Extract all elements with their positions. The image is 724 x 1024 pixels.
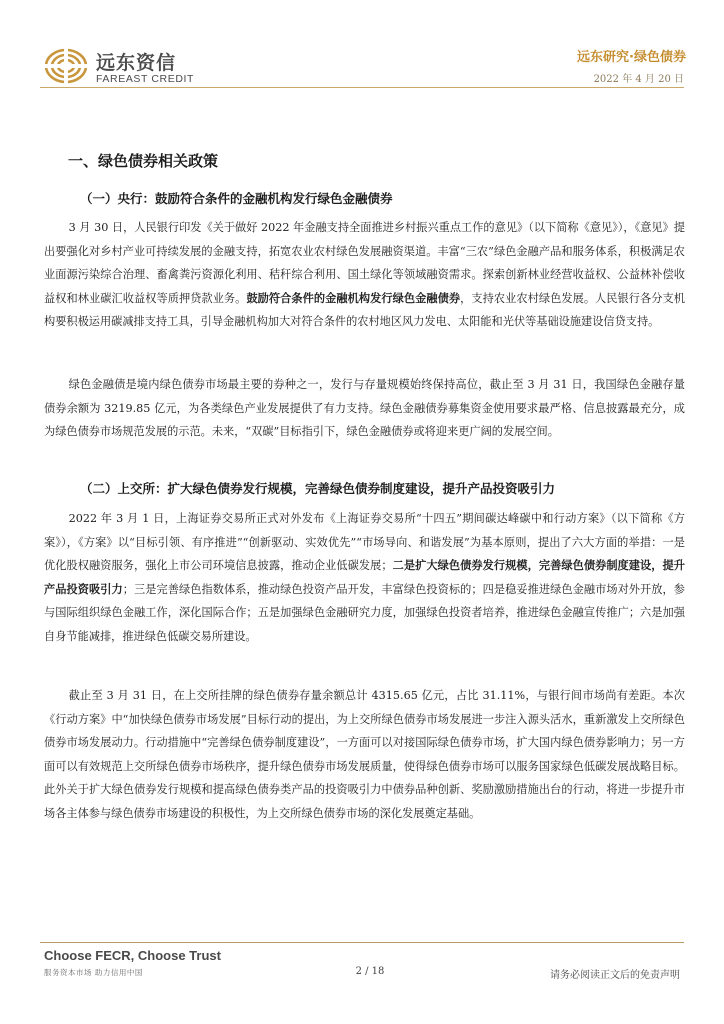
highlight-text: 鼓励符合条件的金融机构发行绿色金融债券 (246, 291, 461, 305)
page-number: 2 / 18 (355, 966, 385, 977)
section-title: 一、绿色债券相关政策 (68, 152, 219, 170)
report-date: 2022 年 4 月 20 日 (593, 74, 684, 85)
logo-english-name: FAREAST CREDIT (96, 73, 195, 85)
highlight-text: 二是扩大绿色债券发行规模，完善绿色债券制度建设，提升产品投资吸引力 (44, 559, 685, 596)
header-divider (40, 87, 684, 88)
paragraph-sse-plan: 2022 年 3 月 1 日，上海证券交易所正式对外发布《上海证券交易所“十四五”期间碳达峰碳中和行动方案》（以下简称《方案》），《方案》以“目标引领、有序推进”“创新驱动、实效优先”“市场导向、和谐发展”为基本原则，提出了六大方面的举措：一是优化股权融资服务，强化上市公司环境信息披露，推动企业低碳发展；二是扩大绿色债券发行规模，完善绿色债券制度建设，提升产品投资吸引力；三是完善绿色指数体系，推动绿色投资产品开发，丰富绿色投资标的；四是稳妥推进绿色金融市场对外开放，参与国际组织绿色金融工作，深化国际合作；五是加强绿色金融研究力度，加强绿色投资者培养，推进绿色金融宣传推广；六是加强自身节能减排，推进绿色低碳交易所建设。 (44, 512, 685, 643)
paragraph-sse-market: 截止至 3 月 31 日，在上交所挂牌的绿色债券存量余额总计 4315.65 亿元，占比 31.11%，与银行间市场尚有差距。本次《行动方案》中“加快绿色债券市场发展”目标行动的提出，为上交所绿色债券市场发展进一步注入源头活水，重新激发上交所绿色债券市场发展动力。行动措施中“完善绿色债券制度建设”，一方面可以对接国际绿色债券市场，扩大国内绿色债券影响力；另一方面可以有效规范上交所绿色债券市场秩序，提升绿色债券市场发展质量，使得绿色债券市场可以服务国家绿色低碳发展战略目标。此外关于扩大绿色债券发行规模和提高绿色债券类产品的投资吸引力中债券品种创新、奖励激励措施出台的行动，将进一步提升市场各主体参与绿色债券市场建设的积极性，为上交所绿色债券市场的深化发展奠定基础。 (44, 689, 685, 820)
footer-divider (40, 942, 684, 943)
subsection-title-pboc: （一）央行：鼓励符合条件的金融机构发行绿色金融债券 (80, 191, 393, 206)
footer-tagline: 服务资本市场 助力信用中国 (44, 968, 143, 977)
subsection-title-sse: （二）上交所：扩大绿色债券发行规模，完善绿色债券制度建设，提升产品投资吸引力 (80, 481, 556, 496)
fareast-credit-logo-icon (44, 47, 88, 85)
paragraph-green-financial-bond: 绿色金融债是境内绿色债券市场最主要的券种之一，发行与存量规模始终保持高位，截止至 3 月 31 日，我国绿色金融存量债券余额为 3219.85 亿元，为各类绿色产业发展提供了有力支持。绿色金融债券募集资金使用要求最严格、信息披露最充分，成为绿色债券市场规范发展的示范。未来，“双碳”目标指引下，绿色金融债券或将迎来更广阔的发展空间。 (44, 378, 685, 439)
paragraph-pboc-policy: 3 月 30 日，人民银行印发《关于做好 2022 年金融支持全面推进乡村振兴重点工作的意见》（以下简称《意见》），《意见》提出要强化对乡村产业可持续发展的金融支持，拓宽农业农村绿色发展融资渠道。丰富“三农”绿色金融产品和服务体系，积极满足农业面源污染综合治理、畜禽粪污资源化利用、秸秆综合利用、国土绿化等领域融资需求。探索创新林业经营收益权、公益林补偿收益权和林业碳汇收益权等质押贷款业务。鼓励符合条件的金融机构发行绿色金融债券，支持农业农村绿色发展。人民银行各分支机构要积极运用碳减排支持工具，引导金融机构加大对符合条件的农村地区风力发电、太阳能和光伏等基础设施建设信贷支持。 (44, 221, 685, 329)
footer-disclaimer: 请务必阅读正文后的免责声明 (550, 970, 680, 981)
logo-chinese-name: 远东资信 (96, 52, 177, 74)
report-series-title: 远东研究·绿色债券 (577, 50, 686, 65)
footer-brand-slogan: Choose FECR, Choose Trust (44, 948, 221, 963)
